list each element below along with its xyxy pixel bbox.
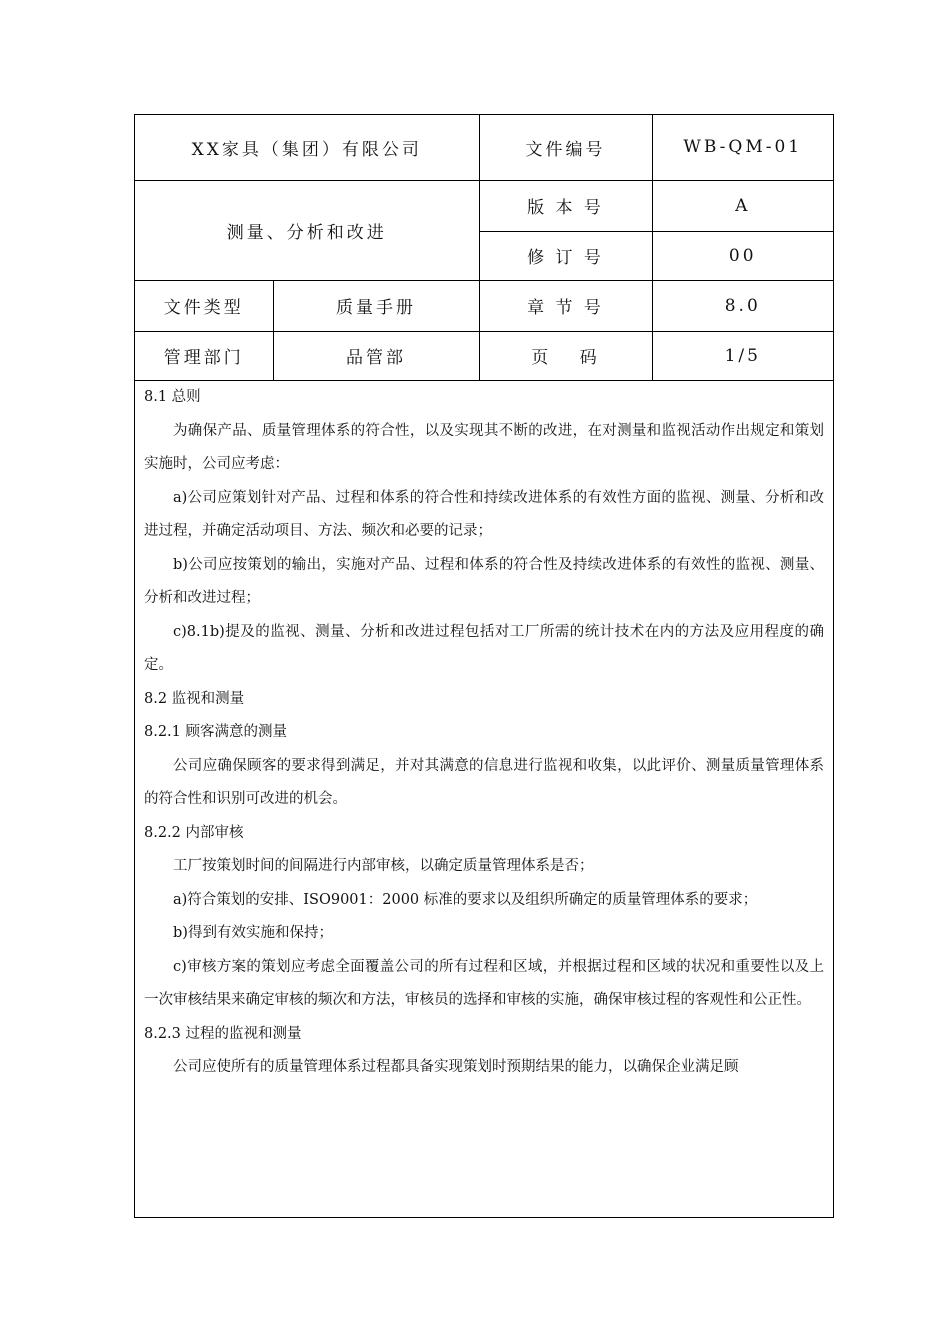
page-label: 页 码 [479,331,652,380]
document-frame [134,114,834,1218]
heading-8-2-2: 8.2.2 内部审核 [144,824,244,841]
paragraph: c)8.1b)提及的监视、测量、分析和改进过程包括对工厂所需的统计技术在内的方法及应用程度的确定。 [144,623,824,673]
document-body [144,381,824,1085]
paragraph: b)得到有效实施和保持； [173,925,333,941]
dept-label: 管理部门 [135,331,273,380]
chapter-label: 章 节 号 [479,280,652,331]
doc-type-label: 文件类型 [135,280,273,331]
page-value: 1/5 [652,331,833,380]
doc-no-label: 文件编号 [479,115,652,180]
paragraph: a)公司应策划针对产品、过程和体系的符合性和持续改进体系的有效性方面的监视、测量、分析和改进过程，并确定活动项目、方法、频次和必要的记录； [144,489,824,539]
paragraph: 工厂按策划时间的间隔进行内部审核，以确定质量管理体系是否； [173,858,594,874]
heading-8-2-3: 8.2.3 过程的监视和测量 [144,1025,302,1042]
chapter-value: 8.0 [652,280,833,331]
version-value: A [652,180,833,231]
heading-8-2: 8.2 监视和测量 [144,690,245,707]
heading-8-2-1: 8.2.1 顾客满意的测量 [144,724,288,740]
header-table [135,115,833,381]
paragraph: a)符合策划的安排、ISO9001：2000 标准的要求以及组织所确定的质量管理体系的要求； [173,891,758,908]
paragraph: 为确保产品、质量管理体系的符合性，以及实现其不断的改进，在对测量和监视活动作出规定和策划实施时，公司应考虑： [144,422,824,472]
paragraph: 公司应确保顾客的要求得到满足，并对其满意的信息进行监视和收集，以此评价、测量质量管理体系的符合性和识别可改进的机会。 [144,757,824,807]
paragraph: b)公司应按策划的输出，实施对产品、过程和体系的符合性及持续改进体系的有效性的监视、测量、分析和改进过程； [144,556,824,606]
doc-no-value: WB-QM-01 [652,115,833,180]
heading-8-1: 8.1 总则 [144,389,201,405]
revision-label: 修 订 号 [479,231,652,280]
version-label: 版 本 号 [479,180,652,231]
paragraph: c)审核方案的策划应考虑全面覆盖公司的所有过程和区域，并根据过程和区域的状况和重要性以及上一次审核结果来确定审核的频次和方法，审核员的选择和审核的实施，确保审核过程的客观性和公正性。 [144,958,824,1008]
revision-value: 00 [652,231,833,280]
document-title: 测量、分析和改进 [135,180,479,280]
dept-value: 品管部 [273,331,479,380]
company-name: XX家具（集团）有限公司 [135,115,479,180]
paragraph: 公司应使所有的质量管理体系过程都具备实现策划时预期结果的能力，以确保企业满足顾 [173,1059,739,1075]
doc-type-value: 质量手册 [273,280,479,331]
